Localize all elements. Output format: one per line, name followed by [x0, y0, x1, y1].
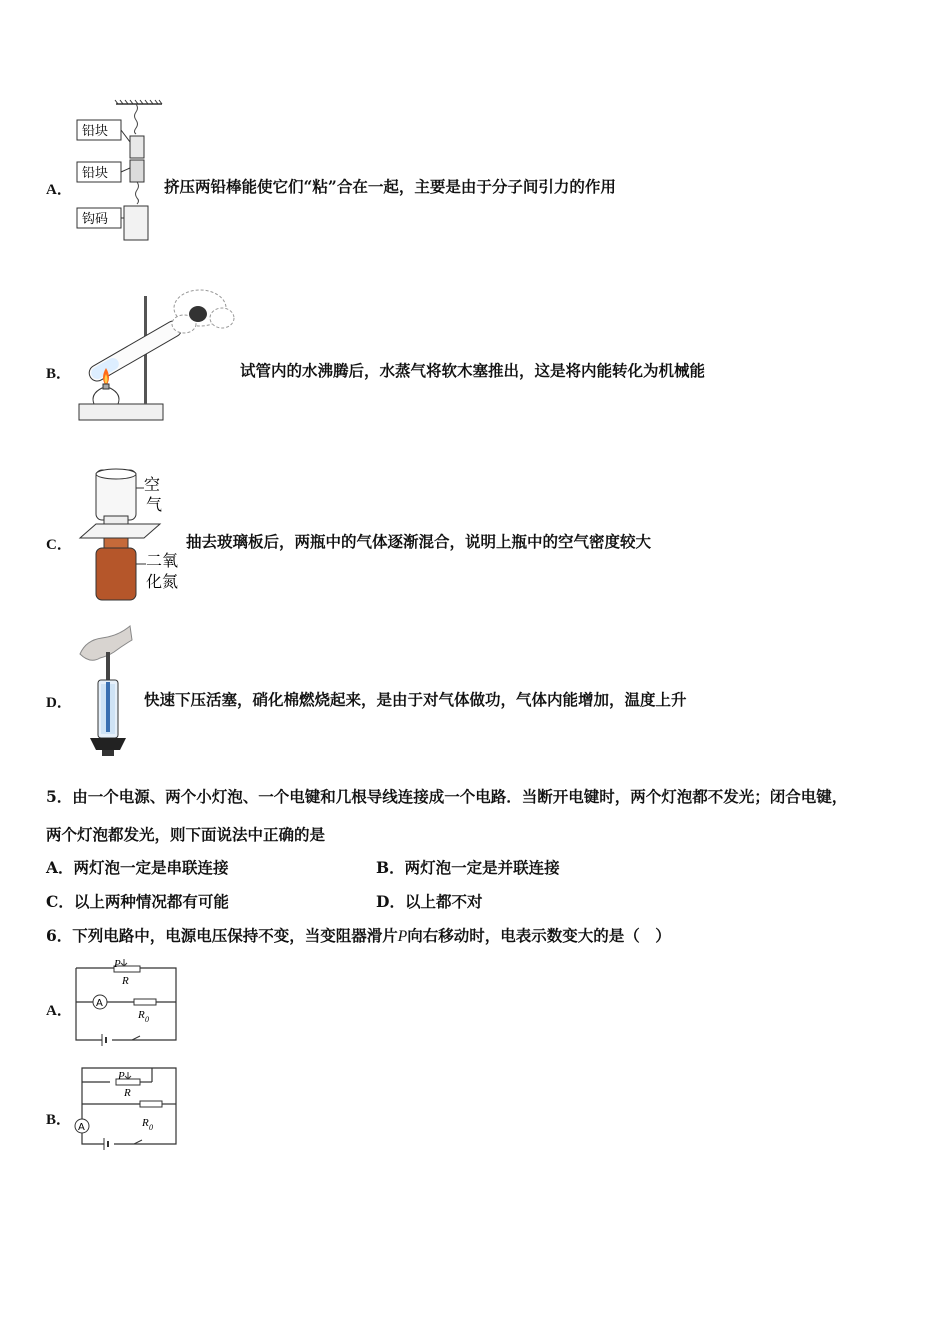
circuit-a-figure	[74, 956, 182, 1046]
q6-stem-after: 向右移动时，电表示数变大的是（ ）	[407, 926, 671, 945]
piston-rod	[106, 652, 110, 680]
fig-a-box1: 铅块	[82, 124, 109, 139]
option-b-label: B．	[46, 366, 72, 382]
q5-option-d-text: 以上都不对	[404, 892, 483, 911]
q6-stem	[46, 926, 671, 947]
option-c-text: 抽去玻璃板后，两瓶中的气体逐渐混合，说明上瓶中的空气密度较大	[186, 532, 652, 551]
circuit-b-rheostat: R	[124, 1087, 131, 1099]
glass-plate	[80, 524, 160, 538]
test-tube-figure	[76, 284, 236, 428]
option-a-label: A．	[46, 182, 72, 198]
q5-option-c	[46, 892, 229, 912]
circuit-a-meter: A	[96, 998, 103, 1009]
fig-c-upper-1: 空	[144, 475, 161, 494]
lead-block-lower	[130, 160, 144, 182]
q6-stem-var: P	[397, 928, 408, 945]
q5-option-d-label: D．	[376, 892, 405, 911]
option-d-text: 快速下压活塞，硝化棉燃烧起来，是由于对气体做功，气体内能增加，温度上升	[144, 690, 687, 709]
circuit-b-meter: A	[78, 1122, 85, 1133]
battery-icon	[102, 1034, 106, 1046]
q5-stem-line1: 5．由一个电源、两个小灯泡、一个电键和几根导线连接成一个电路．当断开电键时，两个灯泡都不发光；闭合电键，	[46, 787, 848, 806]
q5-option-a	[46, 858, 229, 878]
slider-arrow-icon	[125, 1072, 131, 1079]
cork-stopper	[189, 306, 207, 322]
lower-bottle	[96, 548, 136, 600]
q5-option-c-text: 以上两种情况都有可能	[73, 892, 229, 911]
q5-option-a-label: A．	[46, 858, 74, 877]
circuit-a-rheostat: R	[122, 975, 129, 987]
circuit-b-resistor-sub: 0	[149, 1123, 153, 1132]
circuit-b-slider: P	[118, 1070, 125, 1082]
circuit-a-slider: P	[114, 958, 121, 970]
slider-arrow-icon	[121, 959, 127, 966]
option-a-text: 挤压两铅棒能使它们“粘”合在一起，主要是由于分子间引力的作用	[164, 177, 616, 196]
fig-a-box3: 钩码	[82, 212, 109, 227]
q6-option-b-label: B．	[46, 1112, 72, 1128]
option-c-label: C．	[46, 537, 72, 553]
q5-option-b-label: B．	[376, 858, 405, 877]
fig-a-box2: 铅块	[82, 166, 109, 181]
fig-c-lower-1: 二氧	[146, 551, 179, 570]
alcohol-lamp	[93, 388, 119, 404]
fig-c-upper-2: 气	[146, 495, 163, 514]
lead-block-upper	[130, 136, 144, 158]
fig-c-lower-2: 化氮	[146, 572, 179, 591]
option-d-label: D．	[46, 695, 72, 711]
q5-option-d	[376, 892, 482, 912]
q5-option-c-label: C．	[46, 892, 74, 911]
resistor-r0	[134, 999, 156, 1005]
ceiling-support-icon	[115, 100, 162, 104]
circuit-a-resistor: R	[138, 1009, 145, 1021]
q5-option-b-text: 两灯泡一定是并联连接	[404, 858, 560, 877]
resistor-r0	[140, 1101, 162, 1107]
circuit-b-resistor: R	[142, 1117, 149, 1129]
hook-weight	[124, 206, 148, 240]
gas-bottles-figure	[76, 466, 188, 606]
q6-option-a-label: A．	[46, 1003, 72, 1019]
q6-stem-before: 6．下列电路中，电源电压保持不变，当变阻器滑片	[46, 926, 398, 945]
cylinder-base	[90, 738, 126, 750]
option-b-text: 试管内的水沸腾后，水蒸气将软木塞推出，这是将内能转化为机械能	[240, 361, 706, 380]
piston-cylinder-figure	[76, 624, 136, 760]
circuit-b-figure	[74, 1064, 182, 1152]
q5-stem-line2: 两个灯泡都发光，则下面说法中正确的是	[46, 825, 326, 844]
stand-base	[79, 404, 163, 420]
battery-icon	[104, 1138, 108, 1150]
lead-blocks-figure	[76, 98, 176, 244]
q5-option-b	[376, 858, 560, 878]
circuit-a-resistor-sub: 0	[145, 1015, 149, 1024]
q5-option-a-text: 两灯泡一定是串联连接	[73, 858, 229, 877]
